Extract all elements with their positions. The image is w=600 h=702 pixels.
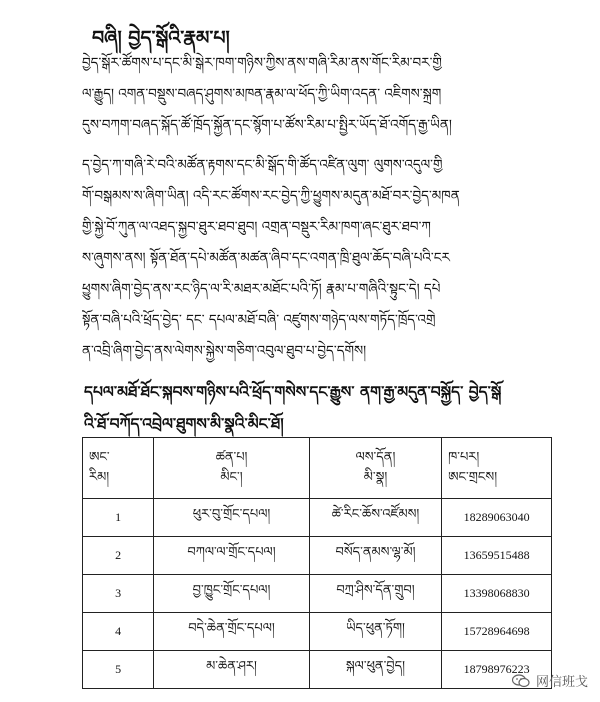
row-phone: 18289063040: [442, 499, 552, 537]
watermark-text: 网信班戈: [535, 675, 588, 690]
row-name: ཕུར་བུ་གྲོང་དཔལ།: [154, 499, 310, 537]
paragraph-line: གོ་བསྒམས་ས་ཞིག་ཡིན། འདི་རང་ཚོགས་རང་བྱེད་ཀྱི་ཕྱུགས་མདུན་མཐོ་བར་བྱེད་མཁན: [82, 188, 460, 204]
paragraph-2: [82, 150, 542, 367]
section-heading: བཞི། བྱེད་སྒོའི་རྣམ་པ།: [92, 27, 230, 49]
header-phone-line1: ཁ་པར།: [448, 450, 480, 465]
table-row: [83, 613, 552, 651]
row-phone: 13659515488: [442, 537, 552, 575]
table-title-line: དཔལ་མཐོ་ཐོང་སྐབས་གཉིས་པའི་ཕྲོད་གསེས་དང་རྒྱུས་ ནག་རྒྱ་མདུན་བསྐྱོད་ བྱེད་སྒོ: [84, 382, 502, 401]
row-phone: 15728964698: [442, 613, 552, 651]
row-index: 3: [83, 575, 154, 613]
header-name: [154, 438, 310, 499]
source-watermark: [512, 671, 588, 690]
row-office: ཡིད་ཕུན་ཏོག།: [309, 613, 441, 651]
table-row: [83, 651, 552, 689]
table-row: [83, 537, 552, 575]
row-index: 5: [83, 651, 154, 689]
row-index: 1: [83, 499, 154, 537]
row-office: སྐལ་ཕུན་བྱེད།: [309, 651, 441, 689]
header-index: [83, 438, 154, 499]
table-header-row: [83, 438, 552, 499]
row-phone: 18798976223: [442, 651, 552, 689]
row-index: 4: [83, 613, 154, 651]
header-phone: [442, 438, 552, 499]
paragraph-line: ལ་རྒྱུད། འགན་བསྡུས་བཞད་ཤུགས་མཁན་རྣམ་ལ་ཕོད་ཀྱི་ཡིག་འདན་ འཇིགས་སྐྲག: [82, 86, 442, 102]
row-name: བཀལ་ལ་གྲོང་དཔལ།: [154, 537, 310, 575]
table-row: [83, 499, 552, 537]
header-index-line2: རིམ།: [89, 470, 110, 485]
header-office-line2: མི་སྣ།: [363, 470, 388, 485]
paragraph-line: སྟོན་བཞི་པའི་ཕྲོད་བྱེད་ དང་ དཔལ་མཐོ་བཞི་ འཛུགས་གཉེད་ལས་གཏོད་ཁྲོད་འགྲེ: [82, 312, 436, 328]
header-office-line1: ལས་དོན།: [355, 450, 396, 465]
paragraph-1: [82, 48, 542, 141]
paragraph-line: ཕྱུགས་ཞིག་བྱེད་ནས་རང་ཉིད་ལ་རི་མཐར་མཐོང་པའི་ཏོ། རྣམ་པ་གཞིའི་སྟུང་དེ། དཔེ: [82, 281, 441, 297]
paragraph-line: ས་ཞུགས་ནས། སྟོན་ཐོན་དཔེ་མཚོན་མཚན་ཞིབ་དང་འགན་ཁྲི་ཐུལ་ཆོད་བཞི་པའི་ངར: [82, 250, 450, 266]
row-index: 2: [83, 537, 154, 575]
header-phone-line2: ཨང་གྲངས།: [448, 470, 498, 485]
contact-table: [82, 437, 552, 689]
row-phone: 13398068830: [442, 575, 552, 613]
paragraph-line: དུས་བཀག་བཞད་སྐོད་ཚོ་ཁྲོད་སྐྱོན་དང་སྙོག་པ་ཚོས་རིམ་པ་སྤྱིར་ཡོད་ཐོ་འགོད་རྒྱ་ཡིན།: [82, 117, 452, 133]
row-name: མ་ཆེན་ཤར།: [154, 651, 310, 689]
paragraph-line: གྱི་སྐྱེ་བོ་ཀུན་ལ་འཐད་སྐྱབ་ཐུར་ཐབ་ཐུབ། འགྲན་བསྡུར་རིམ་ཁག་ཞང་ཐུར་ཐབ་ཀ: [82, 219, 431, 235]
paragraph-line: ད་བྱེད་ཀ་གཞི་རེ་བའི་མཚོན་རྟགས་དང་མི་སྒོད་གི་ཚོད་འཛིན་ལུག་ ལུགས་འདུལ་གྱི: [82, 157, 443, 173]
row-name: བྱ་ཁྱུང་གྲོང་དཔལ།: [154, 575, 310, 613]
wechat-icon: [512, 674, 530, 688]
header-office: [309, 438, 441, 499]
header-name-line2: མིང་།: [220, 470, 243, 485]
table-title: [84, 376, 554, 440]
table-title-line: འི་ཐོ་བཀོད་འབྲེལ་ཐུགས་མི་སྣའི་མིང་ཐོ།: [84, 414, 284, 433]
row-office: བཀྲ་ཤིས་དོན་གྲུབ།: [309, 575, 441, 613]
row-office: ཚེ་རིང་ཆོས་འཛོམས།: [309, 499, 441, 537]
header-name-line1: ཚན་པ།: [215, 450, 248, 465]
paragraph-line: ན་འབྲི་ཞིག་བྱེད་ནས་ལེགས་སྐྱེས་གཅིག་འབུལ་ཐུབ་པ་བྱེད་དགོས།: [82, 343, 367, 359]
table-row: [83, 575, 552, 613]
header-index-line1: ཨང་: [89, 450, 110, 465]
row-office: བསོད་ནམས་ལྷ་མོ།: [309, 537, 441, 575]
row-name: བདེ་ཆེན་གྲོང་དཔལ།: [154, 613, 310, 651]
paragraph-line: བྱེད་སྒོར་ཚོགས་པ་དང་མི་སྒེར་ཁག་གཉིས་ཀྱིས་ནས་གཞི་རིམ་ནས་གོང་རིམ་བར་གྱི: [82, 55, 442, 71]
